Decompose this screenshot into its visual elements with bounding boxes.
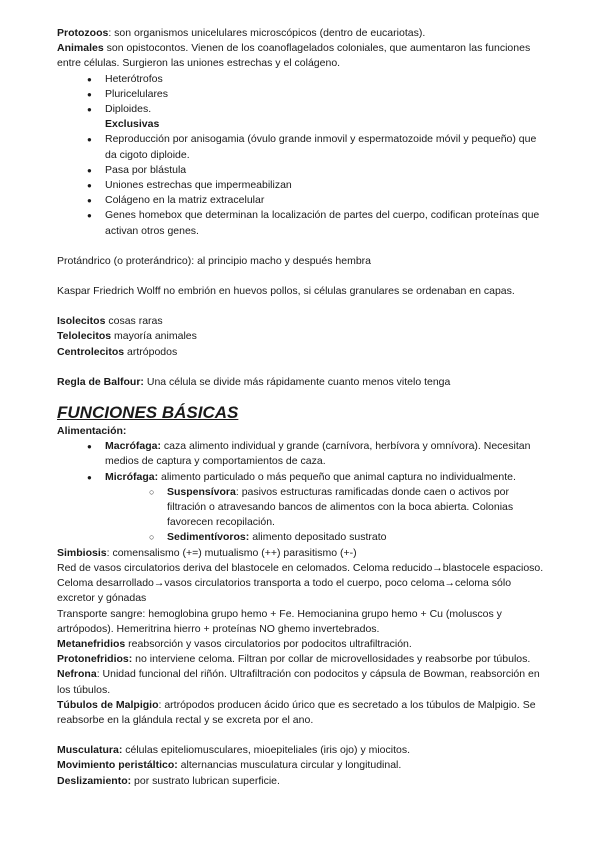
malpigio-paragraph <box>57 698 547 728</box>
microfaga-sublist <box>105 485 547 546</box>
egg-type-isolecitos <box>57 314 547 329</box>
musculatura-text: células epiteliomusculares, mioepiteliales (iris ojo) y miocitos. <box>122 744 411 757</box>
simbiosis-paragraph <box>57 546 547 561</box>
protonefridios-text: no interviene celoma. Filtran por collar de microvellosidades y reabsorbe por túbulos. <box>132 653 531 666</box>
list-item: ● Reproducción por anisogamia (óvulo grande inmovil y espermatozoide móvil y pequeño) que da cigoto diploide. <box>81 132 547 162</box>
egg-text: mayoría animales <box>111 330 197 343</box>
list-item: ● Heterótrofos <box>81 72 547 87</box>
macrofaga-term: Macrófaga: <box>105 440 162 453</box>
egg-text: artrópodos <box>124 345 178 358</box>
sedimentivoros-text: alimento depositado sustrato <box>249 531 387 544</box>
protozoos-text: : son organismos unicelulares microscópicos (dentro de eucariotas). <box>108 27 426 39</box>
protozoos-term: Protozoos <box>57 27 109 39</box>
list-item: ● Uniones estrechas que impermeabilizan <box>81 178 547 193</box>
list-item-sedimentivoros <box>149 530 547 545</box>
animales-text: son opistocontos. Vienen de los coanoflagelados coloniales, que aumentaron las funciones entre células. Surgieron las uniones estrechas y el colágeno. <box>57 42 531 70</box>
egg-text: cosas raras <box>105 315 163 328</box>
egg-term: Isolecitos <box>57 315 106 328</box>
wolff-paragraph: Kaspar Friedrich Wolff no embrión en huevos pollos, si células granulares se ordenaban en capas. <box>57 285 515 298</box>
list-item-suspensivora <box>149 485 547 531</box>
alimentacion-list <box>57 439 547 545</box>
list-item-macrofaga <box>81 439 547 469</box>
protonefridios-term: Protonefridios: <box>57 653 133 666</box>
sedimentivoros-term: Sedimentívoros: <box>167 531 250 544</box>
nefrona-paragraph <box>57 667 547 697</box>
list-item-microfaga <box>81 470 547 546</box>
protandrico-paragraph: Protándrico (o proterándrico): al principio macho y después hembra <box>57 254 371 267</box>
list-item: ● Genes homebox que determinan la localización de partes del cuerpo, codifican proteínas que activan otros genes. <box>81 208 547 238</box>
macrofaga-text: caza alimento individual y grande (carnívora, herbívora y omnívora). Necesitan medios de captura y comportamientos de caza. <box>105 440 531 468</box>
balfour-text: Una célula se divide más rápidamente cuanto menos vitelo tenga <box>143 375 451 388</box>
transporte-paragraph: Transporte sangre: hemoglobina grupo hemo + Fe. Hemocianina grupo hemo + Cu (moluscos y artrópodos). Hemeritrina hierro + proteínas NO ghemo invertebrados. <box>57 607 502 635</box>
peristaltico-text: alternancias musculatura circular y longitudinal. <box>177 759 402 772</box>
metanefridios-paragraph <box>57 637 547 652</box>
exclusive-heading-text: Exclusivas <box>105 118 160 131</box>
animales-paragraph <box>57 41 547 71</box>
nefrona-text: : Unidad funcional del riñón. Ultrafiltración con podocitos y cápsula de Bowman, reabsorción en los túbulos. <box>57 668 540 696</box>
animales-term: Animales <box>57 42 104 55</box>
suspensivora-term: Suspensívora <box>167 485 236 498</box>
egg-term: Centrolecitos <box>57 345 125 358</box>
animal-traits-list <box>57 72 547 239</box>
peristaltico-paragraph <box>57 758 547 773</box>
balfour-paragraph <box>57 375 547 390</box>
list-item: ● Diploides. <box>81 102 547 117</box>
simbiosis-term: Simbiosis <box>57 546 107 559</box>
deslizamiento-text: por sustrato lubrican superficie. <box>131 774 280 787</box>
simbiosis-text: : comensalismo (+=) mutualismo (++) parasitismo (+-) <box>106 546 357 559</box>
list-item: ● Pluricelulares <box>81 87 547 102</box>
deslizamiento-paragraph <box>57 774 547 789</box>
exclusive-heading <box>81 117 547 132</box>
malpigio-text: : artrópodos producen ácido úrico que es secretado a los túbulos de Malpigio. Se reabsorbe en la glándula rectal y se excreta por el ano. <box>57 698 536 726</box>
metanefridios-term: Metanefridios <box>57 637 126 650</box>
musculatura-term: Musculatura: <box>57 744 123 757</box>
section-title: FUNCIONES BÁSICAS <box>57 403 239 423</box>
suspensivora-text: : pasivos estructuras ramificadas donde caen o activos por filtración o atravesando bancos de alimentos con la boca abierta. Colonias favorecen recopilación. <box>167 485 514 529</box>
peristaltico-term: Movimiento peristáltico: <box>57 759 178 772</box>
microfaga-term: Micrófaga: <box>105 470 159 483</box>
red-vasos-paragraph: Red de vasos circulatorios deriva del blastocele en celomados. Celoma reducido→blastocele espacioso. Celoma desarrollado→vasos circulatorios transporta a todo el cuerpo, poco celoma→celoma sólo excretor y gónadas <box>57 561 544 605</box>
document-body <box>57 26 547 789</box>
egg-type-centrolecitos <box>57 345 547 360</box>
alimentacion-heading-text: Alimentación: <box>57 425 127 438</box>
musculatura-paragraph <box>57 743 547 758</box>
malpigio-term: Túbulos de Malpigio <box>57 698 159 711</box>
list-item: ● Colágeno en la matriz extracelular <box>81 193 547 208</box>
nefrona-term: Nefrona <box>57 668 97 681</box>
microfaga-text: alimento particulado o más pequeño que animal captura no individualmente. <box>158 470 516 483</box>
deslizamiento-term: Deslizamiento: <box>57 774 132 787</box>
balfour-term: Regla de Balfour: <box>57 375 144 388</box>
egg-term: Telolecitos <box>57 330 112 343</box>
list-item: ● Pasa por blástula <box>81 163 547 178</box>
egg-type-telolecitos <box>57 329 547 344</box>
protozoos-paragraph <box>57 26 547 41</box>
alimentacion-heading <box>57 424 547 439</box>
protonefridios-paragraph <box>57 652 547 667</box>
metanefridios-text: reabsorción y vasos circulatorios por podocitos ultrafiltración. <box>125 637 412 650</box>
